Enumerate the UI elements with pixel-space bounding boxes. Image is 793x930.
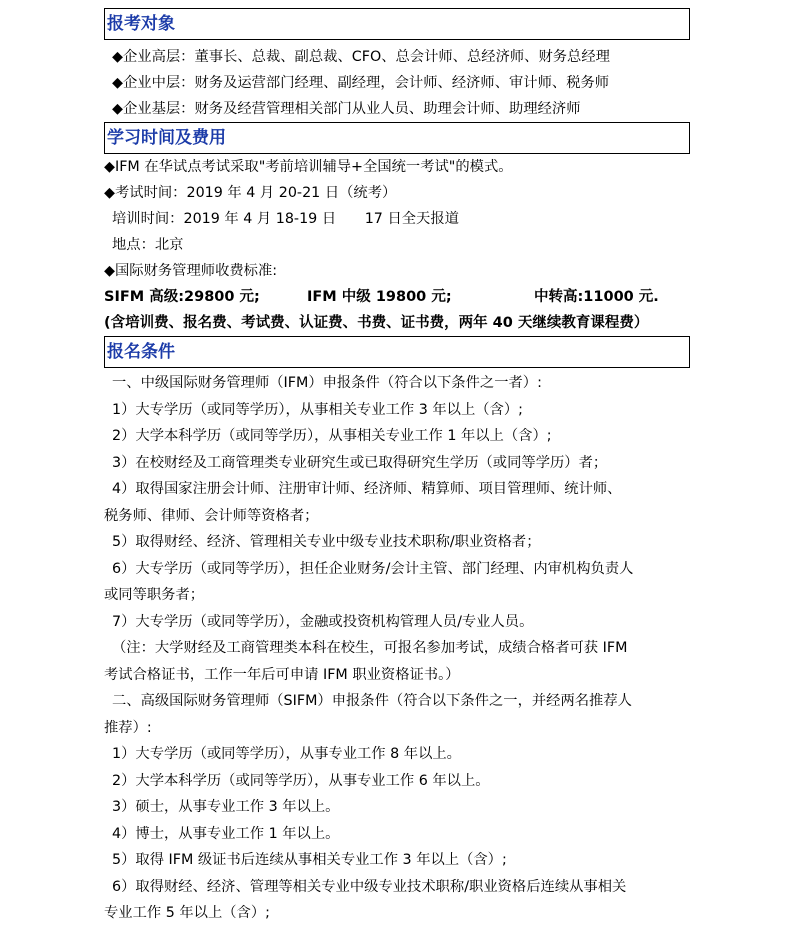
targets-list bbox=[104, 44, 690, 122]
target-item-middle: ◆企业中层：财务及运营部门经理、副经理，会计师、经济师、审计师、税务师 bbox=[112, 75, 610, 91]
section-header-schedule: 学习时间及费用 bbox=[104, 122, 690, 154]
condition-line: 7）大专学历（或同等学历），金融或投资机构管理人员/专业人员。 bbox=[112, 613, 534, 630]
fee-upgrade: 中转高:11000 元. bbox=[534, 289, 659, 305]
condition-note: （注：大学财经及工商管理类本科在校生，可报名参加考试，成绩合格者可获 IFM bbox=[112, 640, 628, 656]
conditions-block bbox=[104, 370, 690, 927]
target-item-senior: ◆企业高层：董事长、总裁、副总裁、CFO、总会计师、总经济师、财务总经理 bbox=[112, 49, 610, 65]
condition-line: 6）取得财经、经济、管理等相关专业中级专业技术职称/职业资格后连续从事相关 bbox=[112, 878, 627, 895]
fee-row bbox=[104, 284, 690, 310]
condition-line: 税务师、律师、会计师等资格者； bbox=[104, 507, 319, 524]
condition-line: 3）在校财经及工商管理类专业研究生或已取得研究生学历（或同等学历）者； bbox=[112, 454, 608, 471]
condition-line: 5）取得财经、经济、管理相关专业中级专业技术职称/职业资格者； bbox=[112, 534, 541, 550]
condition-note: 考试合格证书，工作一年后可申请 IFM 职业资格证书。） bbox=[104, 666, 460, 683]
section-header-conditions: 报名条件 bbox=[104, 336, 690, 368]
condition-line: 4）博士，从事专业工作 1 年以上。 bbox=[112, 825, 340, 842]
condition-line: 二、高级国际财务管理师（SIFM）申报条件（符合以下条件之一，并经两名推荐人 bbox=[112, 693, 632, 709]
condition-line: 3）硕士，从事专业工作 3 年以上。 bbox=[112, 799, 340, 815]
exam-mode: ◆IFM 在华试点考试采取"考前培训辅导+全国统一考试"的模式。 bbox=[104, 159, 513, 175]
condition-line: 一、中级国际财务管理师（IFM）申报条件（符合以下条件之一者）: bbox=[112, 375, 542, 391]
exam-time: ◆考试时间：2019 年 4 月 20-21 日（统考） bbox=[104, 185, 397, 201]
fee-note: (含培训费、报名费、考试费、认证费、书费、证书费，两年 40 天继续教育课程费） bbox=[104, 315, 649, 331]
fee-label: ◆国际财务管理师收费标准: bbox=[104, 263, 278, 279]
location: 地点：北京 bbox=[112, 237, 184, 253]
condition-line: 2）大学本科学历（或同等学历），从事相关专业工作 1 年以上（含）; bbox=[112, 428, 552, 444]
schedule-block bbox=[104, 154, 690, 336]
condition-line: 推荐）: bbox=[104, 719, 152, 736]
condition-line: 5）取得 IFM 级证书后连续从事相关专业工作 3 年以上（含）; bbox=[112, 852, 507, 868]
condition-line: 或同等职务者； bbox=[104, 587, 205, 603]
fee-ifm: IFM 中级 19800 元; bbox=[307, 289, 452, 305]
section-header-targets: 报考对象 bbox=[104, 8, 690, 40]
condition-line: 专业工作 5 年以上（含）; bbox=[104, 905, 270, 921]
condition-line: 4）取得国家注册会计师、注册审计师、经济师、精算师、项目管理师、统计师、 bbox=[112, 481, 622, 497]
fee-sifm: SIFM 高级:29800 元; bbox=[104, 289, 260, 305]
condition-line: 1）大专学历（或同等学历），从事相关专业工作 3 年以上（含）; bbox=[112, 401, 523, 418]
target-item-junior: ◆企业基层：财务及经营管理相关部门从业人员、助理会计师、助理经济师 bbox=[112, 101, 581, 117]
condition-line: 6）大专学历（或同等学历），担任企业财务/会计主管、部门经理、内审机构负责人 bbox=[112, 560, 634, 577]
document-page bbox=[104, 8, 690, 927]
condition-line: 1）大专学历（或同等学历），从事专业工作 8 年以上。 bbox=[112, 746, 461, 762]
condition-line: 2）大学本科学历（或同等学历），从事专业工作 6 年以上。 bbox=[112, 772, 490, 789]
training-time: 培训时间：2019 年 4 月 18-19 日 17 日全天报道 bbox=[112, 211, 459, 227]
